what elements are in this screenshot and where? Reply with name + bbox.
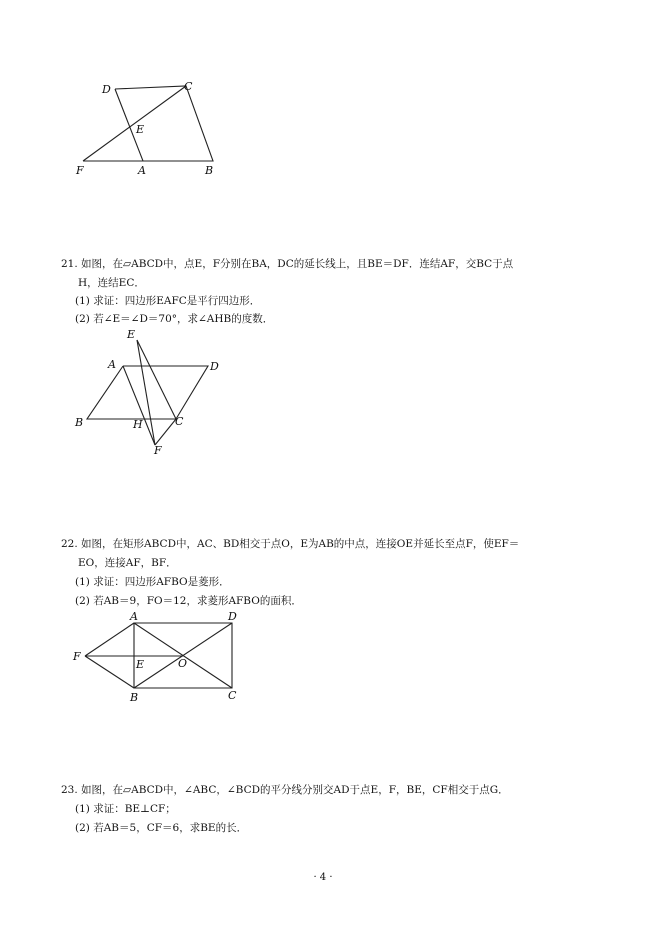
q21-part1: (1) 求证：四边形EAFC是平行四边形．: [75, 295, 261, 307]
figure21-label-E: E: [127, 328, 136, 341]
q21-stem-line1: 21. 如图，在▱ABCD中，点E，F分别在BA，DC的延长线上，且BE＝DF．连结AF，交BC于点: [61, 258, 514, 270]
q22-stem-line1: 22. 如图，在矩形ABCD中，AC、BD相交于点O，E为AB的中点，连接OE并延长至点F，使EF＝: [61, 538, 520, 550]
figure21-label-B: B: [75, 416, 84, 429]
page-number: · 4 ·: [313, 872, 333, 883]
figure21-label-D: D: [210, 360, 219, 373]
figure-parallelogram-21: [72, 328, 232, 458]
figure20-label-E: E: [136, 123, 145, 136]
figure20-line-FC: [83, 86, 186, 161]
q21-part2: (2) 若∠E＝∠D＝70°，求∠AHB的度数．: [75, 313, 274, 325]
figure22-label-D: D: [228, 610, 237, 623]
figure22-line-FB: [85, 656, 134, 688]
figure22-label-O: O: [178, 657, 188, 670]
q23-stem: 23. 如图，在▱ABCD中，∠ABC，∠BCD的平分线分别交AD于点E，F，BE，CF相交于点G．: [61, 784, 509, 796]
figure20-label-F: F: [76, 164, 84, 177]
figure-rectangle-22: [70, 610, 250, 705]
figure22-label-B: B: [130, 691, 139, 704]
q22-part2: (2) 若AB＝9，FO＝12，求菱形AFBO的面积．: [75, 595, 302, 607]
figure20-label-C: C: [184, 80, 193, 93]
figure22-label-F: F: [73, 650, 81, 663]
q23-part1: (1) 求证：BE⊥CF；: [75, 803, 176, 815]
figure21-label-A: A: [108, 358, 116, 371]
figure-parallelogram-20: [70, 78, 230, 183]
figure21-label-H: H: [133, 418, 143, 431]
figure20-quadrilateral: [115, 86, 213, 161]
figure21-line-AF: [123, 366, 155, 445]
q22-stem-line2: EO，连接AF，BF．: [78, 557, 177, 569]
figure20-label-A: A: [138, 164, 146, 177]
figure21-line-CF: [155, 419, 176, 445]
figure21-label-F: F: [154, 444, 162, 457]
figure20-label-D: D: [102, 83, 111, 96]
figure21-line-EC: [137, 340, 176, 419]
figure22-label-C: C: [228, 689, 237, 702]
figure22-line-FA: [85, 623, 134, 656]
figure22-label-E: E: [136, 658, 145, 671]
q22-part1: (1) 求证：四边形AFBO是菱形．: [75, 576, 230, 588]
figure22-label-A: A: [130, 610, 138, 623]
figure21-label-C: C: [175, 415, 184, 428]
q21-stem-line2: H，连结EC．: [78, 277, 145, 289]
q23-part2: (2) 若AB＝5，CF＝6，求BE的长．: [75, 822, 248, 834]
figure21-parallelogram-ABCD: [87, 366, 208, 419]
figure20-label-B: B: [205, 164, 214, 177]
